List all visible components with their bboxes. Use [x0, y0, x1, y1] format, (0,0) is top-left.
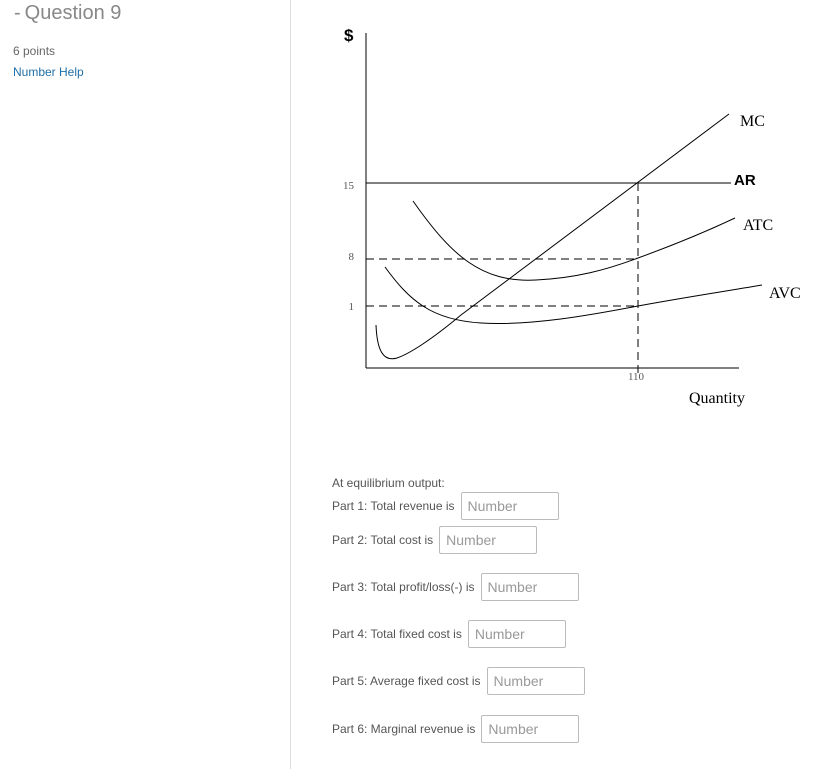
avc-curve [385, 267, 762, 324]
total-cost-input[interactable] [439, 526, 537, 554]
question-title [14, 2, 121, 25]
part-2-row [332, 526, 537, 554]
atc-curve [413, 201, 735, 280]
part-5-label: Part 5: Average fixed cost is [332, 674, 481, 688]
atc-label: ATC [743, 217, 774, 234]
part-4-row [332, 620, 566, 648]
y-axis-symbol: $ [344, 26, 354, 45]
y-tick-15: 15 [343, 180, 354, 192]
part-3-row [332, 573, 579, 601]
mc-label: MC [740, 113, 765, 130]
avc-label: AVC [769, 285, 801, 302]
cost-revenue-graph [291, 0, 815, 420]
part-1-label: Part 1: Total revenue is [332, 499, 455, 513]
part-3-label: Part 3: Total profit/loss(-) is [332, 580, 475, 594]
y-tick-8: 8 [348, 251, 354, 263]
total-profit-input[interactable] [481, 573, 579, 601]
part-2-label: Part 2: Total cost is [332, 533, 434, 547]
marginal-revenue-input[interactable] [481, 715, 579, 743]
y-tick-1: 1 [348, 301, 354, 313]
mc-curve [376, 114, 729, 359]
form-intro: At equilibrium output: [332, 476, 445, 490]
part-6-label: Part 6: Marginal revenue is [332, 722, 476, 736]
part-5-row [332, 667, 585, 695]
part-1-row [332, 492, 559, 520]
question-points: 6 points [13, 44, 56, 58]
x-axis-label: Quantity [689, 390, 745, 407]
x-tick-110: 110 [627, 371, 645, 383]
question-title-text: Question 9 [24, 2, 122, 24]
total-revenue-input[interactable] [461, 492, 559, 520]
number-help-link[interactable]: Number Help [13, 65, 84, 79]
part-6-row [332, 715, 579, 743]
question-sidebar [0, 0, 290, 769]
part-4-label: Part 4: Total fixed cost is [332, 627, 462, 641]
average-fixed-cost-input[interactable] [487, 667, 585, 695]
collapse-toggle[interactable]: - [14, 2, 21, 24]
ar-label: AR [734, 172, 756, 189]
total-fixed-cost-input[interactable] [468, 620, 566, 648]
